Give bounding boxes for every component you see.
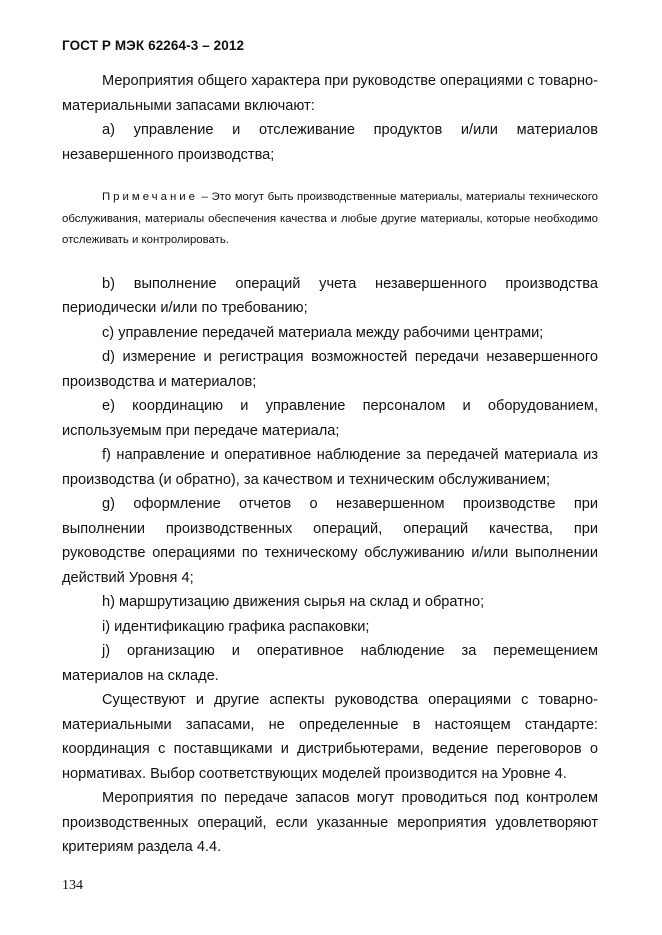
- list-item-f: f) направление и оперативное наблюдение за передачей материала из производства (и обратно), за качеством и техническим обслуживанием;: [62, 447, 598, 488]
- document-body: [62, 69, 598, 860]
- note-text: – Это могут быть производственные материалы, материалы технического обслуживания, материалы обеспечения качества и любые другие материалы, которые необходимо отслеживать и контролировать.: [62, 191, 598, 246]
- list-item-g: g) оформление отчетов о незавершенном производстве при выполнении производственных операций, операций качества, при руководстве операциями по техническому обслуживанию и/или выполнении действий Уровня 4;: [62, 496, 598, 586]
- note-block: [62, 187, 598, 252]
- page-number: 134: [62, 878, 83, 893]
- other-aspects-paragraph: Существуют и другие аспекты руководства операциями с товарно-материальными запасами, не определенные в настоящем стандарте: координация с поставщиками и дистрибьютерами, ведение переговоров о нормативах. Выбор соответствующих моделей производится на Уровне 4.: [62, 692, 598, 782]
- note-label: Примечание: [102, 191, 198, 203]
- list-item-c: c) управление передачей материала между рабочими центрами;: [102, 324, 544, 341]
- transfer-paragraph: Мероприятия по передаче запасов могут проводиться под контролем производственных операций, если указанные мероприятия удовлетворяют критериям раздела 4.4.: [62, 790, 598, 855]
- list-item-d: d) измерение и регистрация возможностей передачи незавершенного производства и материалов;: [62, 349, 598, 390]
- list-item-e: e) координацию и управление персоналом и оборудованием, используемым при передаче материала;: [62, 398, 598, 439]
- document-header: ГОСТ Р МЭК 62264-3 – 2012: [62, 38, 245, 53]
- list-item-h: h) маршрутизацию движения сырья на склад и обратно;: [102, 594, 485, 610]
- list-item-i: i) идентификацию графика распаковки;: [102, 618, 370, 635]
- list-item-b: b) выполнение операций учета незавершенного производства периодически и/или по требованию;: [62, 275, 598, 316]
- intro-paragraph: Мероприятия общего характера при руководстве операциями с товарно-материальными запасами включают:: [62, 73, 598, 114]
- list-item-a: a) управление и отслеживание продуктов и/или материалов незавершенного производства;: [62, 122, 598, 163]
- list-item-j: j) организацию и оперативное наблюдение за перемещением материалов на складе.: [62, 643, 598, 684]
